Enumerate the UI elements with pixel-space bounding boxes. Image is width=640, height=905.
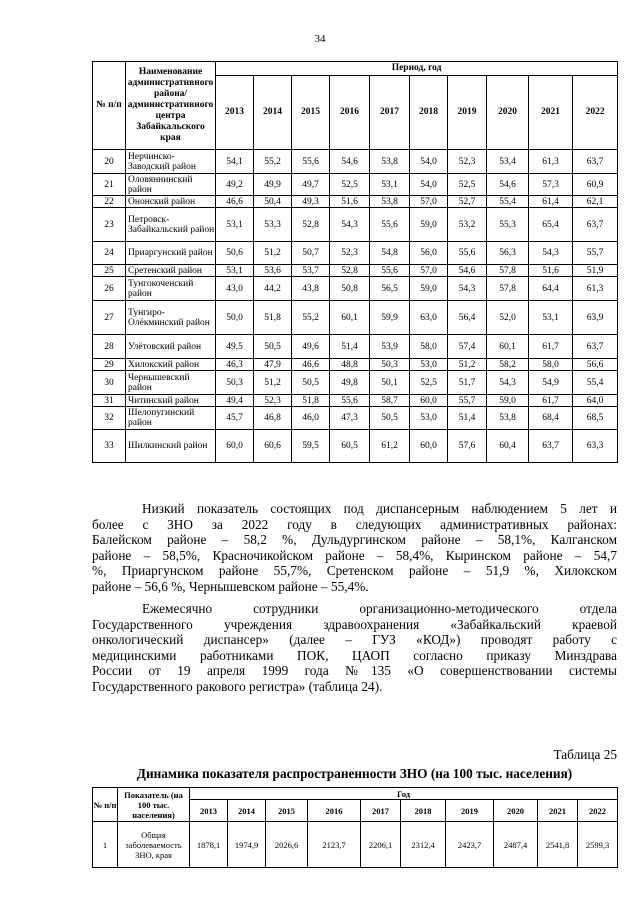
- value-cell: 50,4: [254, 196, 292, 208]
- value-cell: 44,2: [254, 277, 292, 301]
- value-cell: 53,8: [487, 407, 529, 430]
- value-cell: 46,8: [254, 407, 292, 430]
- value-cell: 50,5: [292, 371, 330, 395]
- value-cell: 50,5: [370, 407, 410, 430]
- year-header: 2016: [330, 76, 370, 150]
- table-row: [93, 301, 618, 335]
- indicator-name: Общая заболеваемость ЗНО, края: [118, 822, 190, 868]
- value-cell: 57,6: [448, 430, 487, 463]
- year-header: 2018: [410, 76, 448, 150]
- t2-year-header: 2017: [361, 800, 401, 822]
- value-cell: 52,3: [330, 242, 370, 265]
- value-cell: 52,3: [448, 150, 487, 174]
- value-cell: 52,5: [410, 371, 448, 395]
- value-cell: 55,7: [448, 395, 487, 407]
- text-line: районе – 58,5%, Красночикойском районе – 58,4%, Кыринском районе – 54,7: [92, 547, 617, 563]
- value-cell: 54,8: [370, 242, 410, 265]
- value-cell: 60,1: [487, 335, 529, 359]
- table-row: [93, 407, 618, 430]
- value-cell: 53,8: [370, 196, 410, 208]
- value-cell: 56,0: [410, 242, 448, 265]
- value-cell: 50,8: [330, 277, 370, 301]
- value-cell: 61,3: [573, 277, 618, 301]
- value-cell: 52,8: [292, 208, 330, 242]
- row-number: 32: [93, 407, 126, 430]
- header-num: № п/п: [93, 62, 126, 150]
- value-cell: 50,5: [254, 335, 292, 359]
- value-cell: 55,2: [292, 301, 330, 335]
- text-line: более с ЗНО за 2022 году в следующих административных районах:: [92, 516, 617, 532]
- value-cell: 55,2: [254, 150, 292, 174]
- table-row: [93, 150, 618, 174]
- value-cell: 57,8: [487, 265, 529, 277]
- value-cell: 60,5: [330, 430, 370, 463]
- year-header: 2020: [487, 76, 529, 150]
- t2-header-indicator: Показатель (на 100 тыс. населения): [118, 788, 190, 822]
- value-cell: 53,8: [370, 150, 410, 174]
- value-cell: 54,9: [529, 371, 573, 395]
- row-number: 22: [93, 196, 126, 208]
- value-cell: 60,4: [487, 430, 529, 463]
- value-cell: 60,0: [410, 430, 448, 463]
- value-cell: 49,6: [292, 335, 330, 359]
- district-name: Нерчинско-Заводский район: [126, 150, 216, 174]
- value-cell: 49,5: [216, 335, 254, 359]
- value-cell: 2123,7: [308, 822, 361, 868]
- table-row: [93, 196, 618, 208]
- value-cell: 54,0: [410, 150, 448, 174]
- prevalence-table: [92, 787, 618, 868]
- value-cell: 63,7: [573, 150, 618, 174]
- value-cell: 55,7: [573, 242, 618, 265]
- value-cell: 52,0: [487, 301, 529, 335]
- text-line: Государственного ракового регистра» (таблица 24).: [92, 678, 383, 694]
- value-cell: 60,6: [254, 430, 292, 463]
- value-cell: 45,7: [216, 407, 254, 430]
- value-cell: 56,3: [487, 242, 529, 265]
- value-cell: 51,6: [529, 265, 573, 277]
- value-cell: 59,5: [292, 430, 330, 463]
- value-cell: 55,4: [573, 371, 618, 395]
- value-cell: 68,4: [529, 407, 573, 430]
- year-header: 2013: [216, 76, 254, 150]
- value-cell: 49,3: [292, 196, 330, 208]
- value-cell: 55,6: [330, 395, 370, 407]
- value-cell: 50,3: [370, 359, 410, 371]
- value-cell: 47,3: [330, 407, 370, 430]
- value-cell: 51,8: [254, 301, 292, 335]
- t2-year-header: 2016: [308, 800, 361, 822]
- value-cell: 54,3: [487, 371, 529, 395]
- value-cell: 1878,1: [190, 822, 228, 868]
- table-row: [93, 430, 618, 463]
- page-number: 34: [314, 33, 326, 45]
- t2-year-header: 2015: [266, 800, 308, 822]
- value-cell: 60,0: [216, 430, 254, 463]
- table-row: [93, 208, 618, 242]
- value-cell: 49,4: [216, 395, 254, 407]
- district-name: Читинский район: [126, 395, 216, 407]
- value-cell: 50,3: [216, 371, 254, 395]
- value-cell: 54,6: [330, 150, 370, 174]
- value-cell: 43,0: [216, 277, 254, 301]
- district-name: Тунгиро-Олёкминский район: [126, 301, 216, 335]
- value-cell: 54,0: [410, 174, 448, 196]
- t2-year-header: 2019: [446, 800, 494, 822]
- header-name: Наименование административного района/ административного центра Забайкальского края: [126, 62, 216, 150]
- value-cell: 46,6: [292, 359, 330, 371]
- value-cell: 49,7: [292, 174, 330, 196]
- value-cell: 57,0: [410, 265, 448, 277]
- t2-year-header: 2021: [538, 800, 578, 822]
- value-cell: 55,6: [370, 208, 410, 242]
- district-name: Улётовский район: [126, 335, 216, 359]
- value-cell: 56,5: [370, 277, 410, 301]
- value-cell: 53,4: [487, 150, 529, 174]
- value-cell: 53,1: [529, 301, 573, 335]
- value-cell: 51,6: [330, 196, 370, 208]
- value-cell: 58,2: [487, 359, 529, 371]
- text-line: %, Приаргунском районе 55,7%, Сретенском районе – 51,9 %, Хилокском: [92, 563, 617, 579]
- paragraph-low-indicator: [92, 501, 617, 595]
- value-cell: 54,3: [330, 208, 370, 242]
- text-line: медицинскими работниками ПОК, ЦАОП согласно приказу Минздрава: [92, 647, 617, 663]
- table-row: [93, 265, 618, 277]
- districts-table: [92, 61, 618, 463]
- row-number: 29: [93, 359, 126, 371]
- value-cell: 52,8: [330, 265, 370, 277]
- value-cell: 63,7: [529, 430, 573, 463]
- year-header: 2022: [573, 76, 618, 150]
- value-cell: 2312,4: [401, 822, 446, 868]
- value-cell: 51,2: [448, 359, 487, 371]
- value-cell: 52,3: [254, 395, 292, 407]
- t2-year-header: 2013: [190, 800, 228, 822]
- value-cell: 52,7: [448, 196, 487, 208]
- value-cell: 43,8: [292, 277, 330, 301]
- table-title: Динамика показателя распространенности ЗНО (на 100 тыс. населения): [136, 766, 573, 781]
- district-name: Оловяннинский район: [126, 174, 216, 196]
- value-cell: 58,0: [529, 359, 573, 371]
- value-cell: 50,6: [216, 242, 254, 265]
- value-cell: 63,9: [573, 301, 618, 335]
- district-name: Чернышевский район: [126, 371, 216, 395]
- value-cell: 62,1: [573, 196, 618, 208]
- value-cell: 2487,4: [494, 822, 538, 868]
- year-header: 2021: [529, 76, 573, 150]
- value-cell: 59,9: [370, 301, 410, 335]
- t2-year-header: 2014: [228, 800, 266, 822]
- value-cell: 60,9: [573, 174, 618, 196]
- value-cell: 60,0: [410, 395, 448, 407]
- value-cell: 55,4: [487, 196, 529, 208]
- value-cell: 59,0: [410, 277, 448, 301]
- table-row: [93, 395, 618, 407]
- value-cell: 49,2: [216, 174, 254, 196]
- row-number: 21: [93, 174, 126, 196]
- value-cell: 55,6: [370, 265, 410, 277]
- value-cell: 64,0: [573, 395, 618, 407]
- value-cell: 53,0: [410, 407, 448, 430]
- row-number: 23: [93, 208, 126, 242]
- row-number: 33: [93, 430, 126, 463]
- t2-year-header: 2020: [494, 800, 538, 822]
- value-cell: 55,6: [448, 242, 487, 265]
- value-cell: 57,8: [487, 277, 529, 301]
- value-cell: 61,2: [370, 430, 410, 463]
- district-name: Сретенский район: [126, 265, 216, 277]
- text-line: Низкий показатель состоящих под диспансерным наблюдением 5 лет и: [142, 501, 617, 516]
- year-header: 2019: [448, 76, 487, 150]
- value-cell: 65,4: [529, 208, 573, 242]
- value-cell: 52,5: [448, 174, 487, 196]
- t2-year-header: 2022: [578, 800, 618, 822]
- table-row: [93, 822, 618, 868]
- row-number: 25: [93, 265, 126, 277]
- value-cell: 59,0: [487, 395, 529, 407]
- value-cell: 2026,6: [266, 822, 308, 868]
- value-cell: 53,2: [448, 208, 487, 242]
- value-cell: 53,1: [370, 174, 410, 196]
- value-cell: 1974,9: [228, 822, 266, 868]
- value-cell: 51,2: [254, 242, 292, 265]
- value-cell: 51,2: [254, 371, 292, 395]
- row-number: 31: [93, 395, 126, 407]
- header-period: Период, год: [216, 62, 618, 76]
- text-line: Балейском районе – 58,2 %, Дульдургинском районе – 58,1%, Калганском: [92, 532, 617, 548]
- value-cell: 51,7: [448, 371, 487, 395]
- value-cell: 59,0: [410, 208, 448, 242]
- year-header: 2014: [254, 76, 292, 150]
- value-cell: 53,3: [254, 208, 292, 242]
- district-name: Ононский район: [126, 196, 216, 208]
- district-name: Шелопугинский район: [126, 407, 216, 430]
- text-line: Ежемесячно сотрудники организационно-методического отдела: [142, 601, 617, 616]
- value-cell: 63,7: [573, 208, 618, 242]
- district-name: Петровск-Забайкальский район: [126, 208, 216, 242]
- value-cell: 53,9: [370, 335, 410, 359]
- value-cell: 53,6: [254, 265, 292, 277]
- value-cell: 63,7: [573, 335, 618, 359]
- value-cell: 53,1: [216, 265, 254, 277]
- value-cell: 54,3: [529, 242, 573, 265]
- value-cell: 46,6: [216, 196, 254, 208]
- district-name: Шилкинский район: [126, 430, 216, 463]
- value-cell: 51,9: [573, 265, 618, 277]
- value-cell: 68,5: [573, 407, 618, 430]
- row-number: 1: [93, 822, 118, 868]
- value-cell: 49,9: [254, 174, 292, 196]
- text-line: районе – 56,6 %, Чернышевском районе – 55,4%.: [92, 578, 369, 594]
- value-cell: 50,1: [370, 371, 410, 395]
- value-cell: 53,0: [410, 359, 448, 371]
- value-cell: 54,1: [216, 150, 254, 174]
- district-name: Хилокский район: [126, 359, 216, 371]
- table-row: [93, 174, 618, 196]
- table-row: [93, 335, 618, 359]
- value-cell: 63,3: [573, 430, 618, 463]
- value-cell: 47,9: [254, 359, 292, 371]
- value-cell: 49,8: [330, 371, 370, 395]
- value-cell: 57,3: [529, 174, 573, 196]
- year-header: 2015: [292, 76, 330, 150]
- value-cell: 58,0: [410, 335, 448, 359]
- value-cell: 61,4: [529, 196, 573, 208]
- value-cell: 51,8: [292, 395, 330, 407]
- value-cell: 64,4: [529, 277, 573, 301]
- value-cell: 46,0: [292, 407, 330, 430]
- value-cell: 55,3: [487, 208, 529, 242]
- value-cell: 48,8: [330, 359, 370, 371]
- value-cell: 56,6: [573, 359, 618, 371]
- value-cell: 56,4: [448, 301, 487, 335]
- text-line: Государственного учреждения здравоохранения «Забайкальский краевой: [92, 616, 617, 632]
- value-cell: 2206,1: [361, 822, 401, 868]
- value-cell: 2599,3: [578, 822, 618, 868]
- value-cell: 54,6: [448, 265, 487, 277]
- value-cell: 60,1: [330, 301, 370, 335]
- text-line: онкологический диспансер» (далее – ГУЗ «КОД») проводят работу с: [92, 632, 617, 648]
- value-cell: 58,7: [370, 395, 410, 407]
- value-cell: 57,0: [410, 196, 448, 208]
- paragraph-monthly-work: [92, 601, 617, 695]
- value-cell: 2423,7: [446, 822, 494, 868]
- table-row: [93, 371, 618, 395]
- value-cell: 51,4: [330, 335, 370, 359]
- value-cell: 61,3: [529, 150, 573, 174]
- t2-year-header: 2018: [401, 800, 446, 822]
- value-cell: 2541,8: [538, 822, 578, 868]
- row-number: 30: [93, 371, 126, 395]
- value-cell: 55,6: [292, 150, 330, 174]
- t2-header-year: Год: [190, 788, 618, 800]
- table-row: [93, 277, 618, 301]
- value-cell: 53,7: [292, 265, 330, 277]
- value-cell: 46,3: [216, 359, 254, 371]
- district-name: Тунгокоченский район: [126, 277, 216, 301]
- value-cell: 51,4: [448, 407, 487, 430]
- table-caption: Таблица 25: [553, 747, 617, 762]
- value-cell: 61,7: [529, 335, 573, 359]
- table-row: [93, 359, 618, 371]
- value-cell: 61,7: [529, 395, 573, 407]
- t2-header-num: № п/п: [93, 788, 118, 822]
- value-cell: 53,1: [216, 208, 254, 242]
- row-number: 27: [93, 301, 126, 335]
- value-cell: 52,5: [330, 174, 370, 196]
- value-cell: 57,4: [448, 335, 487, 359]
- row-number: 26: [93, 277, 126, 301]
- district-name: Приаргунский район: [126, 242, 216, 265]
- value-cell: 50,0: [216, 301, 254, 335]
- value-cell: 50,7: [292, 242, 330, 265]
- value-cell: 54,6: [487, 174, 529, 196]
- value-cell: 63,0: [410, 301, 448, 335]
- row-number: 24: [93, 242, 126, 265]
- text-line: России от 19 апреля 1999 года №135 «О совершенствовании системы: [92, 663, 617, 679]
- row-number: 28: [93, 335, 126, 359]
- value-cell: 54,3: [448, 277, 487, 301]
- table-row: [93, 242, 618, 265]
- row-number: 20: [93, 150, 126, 174]
- year-header: 2017: [370, 76, 410, 150]
